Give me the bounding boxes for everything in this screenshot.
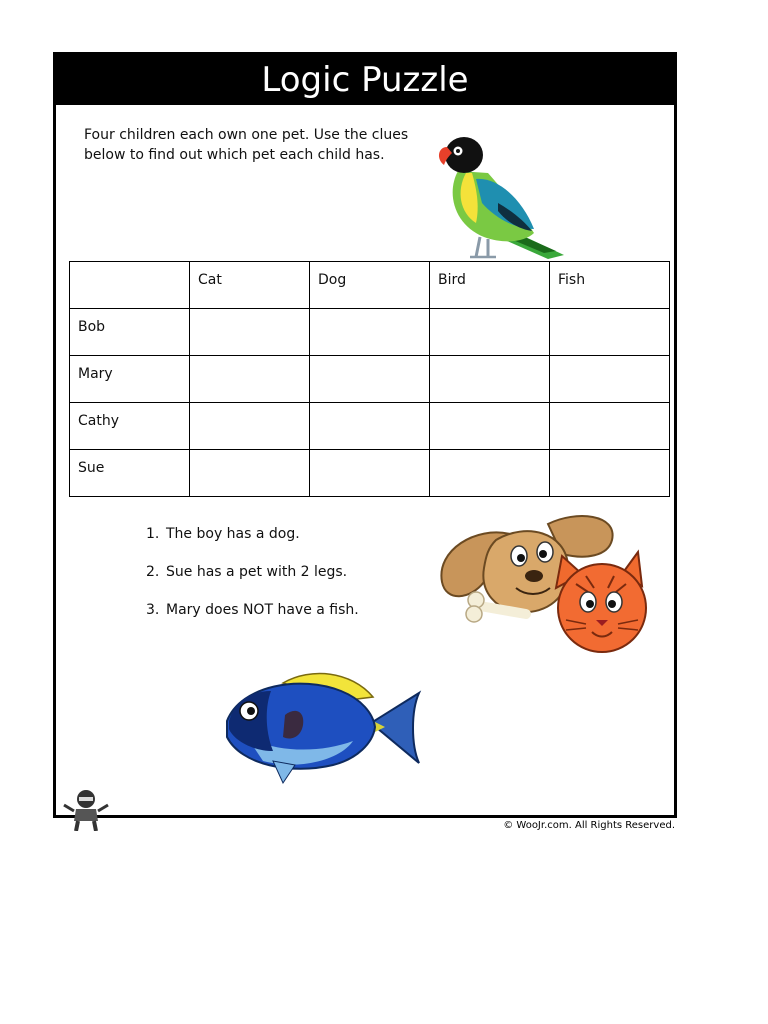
grid-row-label: Sue <box>70 450 190 497</box>
grid-answer-cell[interactable] <box>550 450 670 497</box>
worksheet <box>53 52 677 818</box>
grid-row-label: Mary <box>70 356 190 403</box>
grid-answer-cell[interactable] <box>190 356 310 403</box>
clue-text: Sue has a pet with 2 legs. <box>166 564 348 580</box>
grid-row-label: Cathy <box>70 403 190 450</box>
dog-and-cat-illustration <box>436 510 656 655</box>
clue-text: The boy has a dog. <box>166 526 300 542</box>
grid-header-cell: Dog <box>310 262 430 309</box>
clue-number: 3. <box>146 602 160 618</box>
grid-row <box>70 356 670 403</box>
clue-item <box>146 601 359 639</box>
clue-item <box>146 525 359 563</box>
page-title: Logic Puzzle <box>56 55 674 105</box>
intro-text: Four children each own one pet. Use the clues below to find out which pet each child has. <box>84 127 409 163</box>
ninja-logo <box>62 787 110 831</box>
grid-answer-cell[interactable] <box>310 309 430 356</box>
grid-header-cell: Fish <box>550 262 670 309</box>
grid-header-cell: Bird <box>430 262 550 309</box>
grid-row-label: Bob <box>70 309 190 356</box>
clue-text: Mary does NOT have a fish. <box>166 602 359 618</box>
grid-answer-cell[interactable] <box>190 309 310 356</box>
grid-answer-cell[interactable] <box>310 356 430 403</box>
grid-answer-cell[interactable] <box>190 450 310 497</box>
grid-row <box>70 450 670 497</box>
grid-answer-cell[interactable] <box>190 403 310 450</box>
grid-row <box>70 403 670 450</box>
logic-grid <box>69 261 670 497</box>
parrot-illustration <box>436 133 566 263</box>
fish-illustration <box>221 667 431 787</box>
clue-list <box>146 525 359 639</box>
clue-number: 2. <box>146 564 160 580</box>
grid-answer-cell[interactable] <box>550 403 670 450</box>
grid-header-cell: Cat <box>190 262 310 309</box>
grid-answer-cell[interactable] <box>430 450 550 497</box>
copyright-text: © WooJr.com. All Rights Reserved. <box>503 820 675 831</box>
grid-answer-cell[interactable] <box>310 450 430 497</box>
grid-row <box>70 309 670 356</box>
grid-answer-cell[interactable] <box>310 403 430 450</box>
grid-answer-cell[interactable] <box>550 356 670 403</box>
grid-answer-cell[interactable] <box>430 403 550 450</box>
grid-header-row <box>70 262 670 309</box>
grid-answer-cell[interactable] <box>550 309 670 356</box>
grid-corner-cell <box>70 262 190 309</box>
clue-number: 1. <box>146 526 160 542</box>
grid-answer-cell[interactable] <box>430 309 550 356</box>
grid-answer-cell[interactable] <box>430 356 550 403</box>
clue-item <box>146 563 359 601</box>
